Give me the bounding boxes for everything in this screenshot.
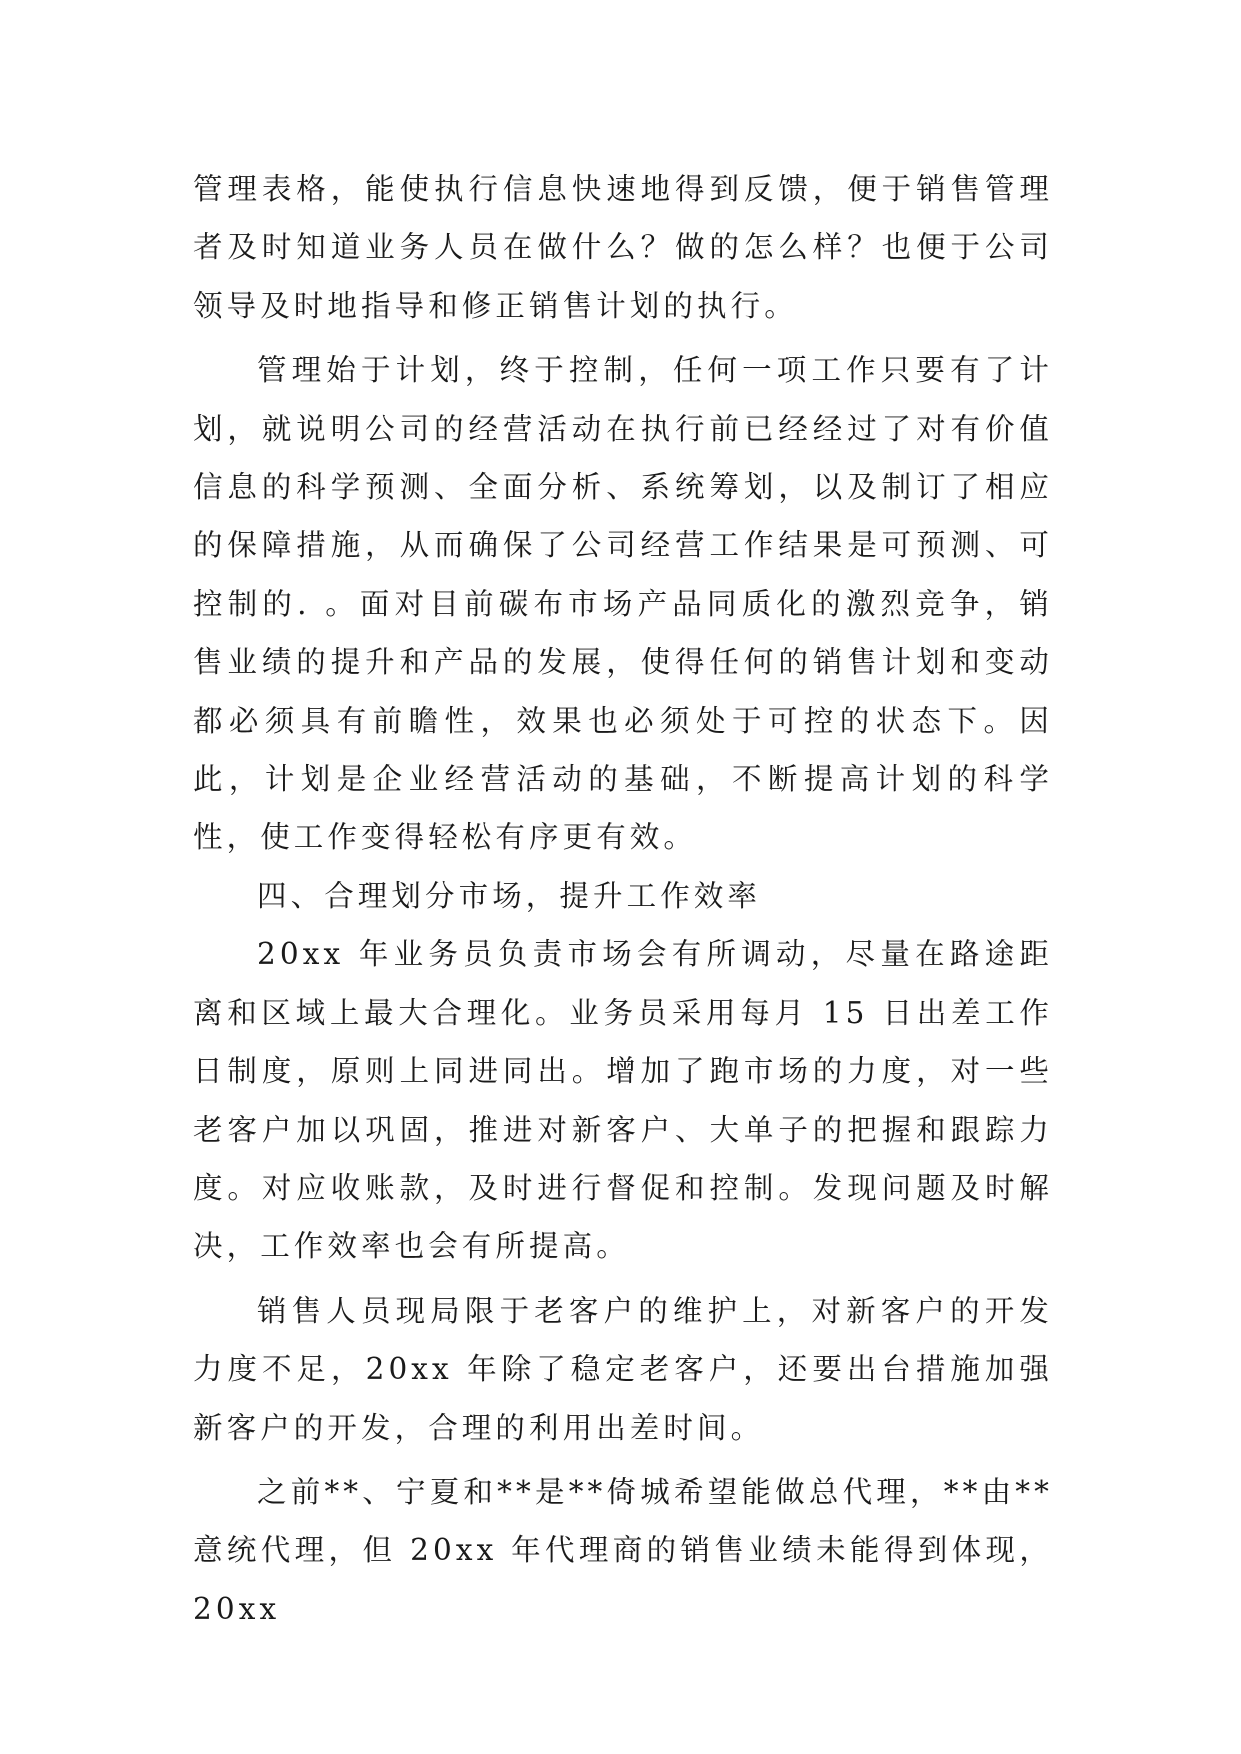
paragraph-planning: 管理始于计划，终于控制，任何一项工作只要有了计划，就说明公司的经营活动在执行前已经经过了对有价值信息的科学预测、全面分析、系统筹划，以及制订了相应的保障措施，从而确保了公司经营工作结果是可预测、可控制的. 。面对目前碳布市场产品同质化的激烈竞争，销售业绩的提升和产品的发展，使得任何的销售计划和变动都必须具有前瞻性，效果也必须处于可控的状态下。因此，计划是企业经营活动的基础，不断提高计划的科学性，使工作变得轻松有序更有效。 (193, 353, 1053, 855)
paragraph-new-customers: 销售人员现局限于老客户的维护上，对新客户的开发力度不足，20xx 年除了稳定老客户，还要出台措施加强新客户的开发，合理的利用出差时间。 (193, 1293, 1053, 1445)
document-body (193, 160, 1053, 1638)
paragraph-agents: 之前**、宁夏和**是**倚城希望能做总代理，**由**意统代理，但 20xx 年代理商的销售业绩未能得到体现，20xx (193, 1474, 1053, 1626)
section-heading: 四、合理划分市场，提升工作效率 (257, 878, 762, 913)
paragraph-continued: 管理表格，能使执行信息快速地得到反馈，便于销售管理者及时知道业务人员在做什么？做的怎么样？也便于公司领导及时地指导和修正销售计划的执行。 (193, 172, 1053, 323)
paragraph-market-division: 20xx 年业务员负责市场会有所调动，尽量在路途距离和区域上最大合理化。业务员采用每月 15 日出差工作日制度，原则上同进同出。增加了跑市场的力度，对一些老客户加以巩固，推进对新客户、大单子的把握和跟踪力度。对应收账款，及时进行督促和控制。发现问题及时解决，工作效率也会有所提高。 (193, 937, 1053, 1264)
